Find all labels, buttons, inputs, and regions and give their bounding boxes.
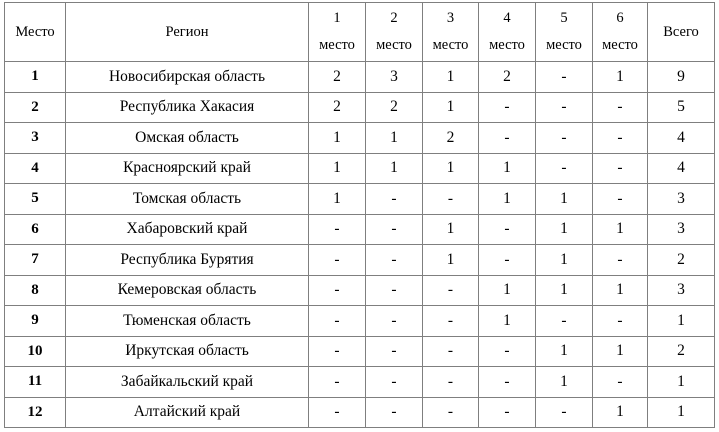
total-cell: 9 <box>648 62 715 93</box>
place-1-cell: - <box>309 397 366 428</box>
place-5-cell: - <box>536 62 593 93</box>
region-cell: Новосибирская область <box>66 62 309 93</box>
total-cell: 5 <box>648 92 715 123</box>
place-5-cell: - <box>536 306 593 337</box>
place-3-cell: - <box>423 397 479 428</box>
total-cell: 3 <box>648 275 715 306</box>
header-place-1 <box>309 3 366 62</box>
place-1-cell: - <box>309 245 366 276</box>
rank-cell: 12 <box>5 397 66 428</box>
place-1-cell: 2 <box>309 62 366 93</box>
table-body <box>5 62 715 428</box>
place-6-cell: - <box>593 184 648 215</box>
place-2-cell: - <box>366 214 423 245</box>
rank-cell: 10 <box>5 336 66 367</box>
region-cell: Кемеровская область <box>66 275 309 306</box>
place-3-cell: 2 <box>423 123 479 154</box>
place-1-cell: 2 <box>309 92 366 123</box>
table-row <box>5 367 715 398</box>
place-1-cell: - <box>309 306 366 337</box>
place-5-cell: 1 <box>536 275 593 306</box>
header-place-word: место <box>546 37 582 53</box>
place-2-cell: - <box>366 336 423 367</box>
place-2-cell: - <box>366 306 423 337</box>
place-5-cell: - <box>536 92 593 123</box>
header-place-number: 3 <box>446 10 455 26</box>
place-3-cell: 1 <box>423 153 479 184</box>
region-cell: Иркутская область <box>66 336 309 367</box>
table-row <box>5 306 715 337</box>
place-2-cell: 1 <box>366 123 423 154</box>
header-rank: Место <box>5 3 66 62</box>
place-6-cell: 1 <box>593 336 648 367</box>
table-row <box>5 62 715 93</box>
rank-cell: 7 <box>5 245 66 276</box>
place-3-cell: 1 <box>423 92 479 123</box>
total-cell: 1 <box>648 306 715 337</box>
place-5-cell: - <box>536 123 593 154</box>
place-2-cell: 1 <box>366 153 423 184</box>
place-5-cell: - <box>536 397 593 428</box>
standings-table <box>4 2 715 428</box>
place-6-cell: 1 <box>593 397 648 428</box>
place-6-cell: 1 <box>593 275 648 306</box>
place-1-cell: 1 <box>309 184 366 215</box>
region-cell: Республика Бурятия <box>66 245 309 276</box>
total-cell: 1 <box>648 397 715 428</box>
header-place-word: место <box>489 37 525 53</box>
table-row <box>5 92 715 123</box>
place-3-cell: - <box>423 306 479 337</box>
total-cell: 2 <box>648 245 715 276</box>
table-row <box>5 275 715 306</box>
place-1-cell: 1 <box>309 123 366 154</box>
place-3-cell: 1 <box>423 62 479 93</box>
place-5-cell: 1 <box>536 367 593 398</box>
header-total: Всего <box>648 3 715 62</box>
place-1-cell: 1 <box>309 153 366 184</box>
table-row <box>5 123 715 154</box>
header-place-word: место <box>319 37 355 53</box>
place-3-cell: - <box>423 275 479 306</box>
place-4-cell: 2 <box>479 62 536 93</box>
place-6-cell: - <box>593 367 648 398</box>
place-3-cell: 1 <box>423 245 479 276</box>
rank-cell: 5 <box>5 184 66 215</box>
place-6-cell: - <box>593 306 648 337</box>
total-cell: 3 <box>648 184 715 215</box>
header-place-word: место <box>376 37 412 53</box>
header-place-number: 2 <box>390 10 398 26</box>
place-5-cell: 1 <box>536 336 593 367</box>
place-2-cell: - <box>366 367 423 398</box>
place-2-cell: - <box>366 275 423 306</box>
place-6-cell: 1 <box>593 62 648 93</box>
region-cell: Хабаровский край <box>66 214 309 245</box>
header-row <box>5 3 715 62</box>
rank-cell: 6 <box>5 214 66 245</box>
place-5-cell: - <box>536 153 593 184</box>
place-2-cell: 2 <box>366 92 423 123</box>
place-3-cell: - <box>423 184 479 215</box>
rank-cell: 3 <box>5 123 66 154</box>
place-4-cell: - <box>479 336 536 367</box>
rank-cell: 8 <box>5 275 66 306</box>
region-cell: Тюменская область <box>66 306 309 337</box>
header-place-word: место <box>432 37 469 53</box>
region-cell: Алтайский край <box>66 397 309 428</box>
table-header <box>5 3 715 62</box>
place-6-cell: - <box>593 92 648 123</box>
place-1-cell: - <box>309 367 366 398</box>
header-place-3 <box>423 3 479 62</box>
place-1-cell: - <box>309 214 366 245</box>
region-cell: Забайкальский край <box>66 367 309 398</box>
place-2-cell: - <box>366 184 423 215</box>
table-row <box>5 245 715 276</box>
header-place-number: 1 <box>333 10 341 26</box>
place-3-cell: - <box>423 367 479 398</box>
region-cell: Томская область <box>66 184 309 215</box>
place-4-cell: 1 <box>479 275 536 306</box>
place-6-cell: - <box>593 123 648 154</box>
header-region: Регион <box>66 3 309 62</box>
place-4-cell: 1 <box>479 153 536 184</box>
total-cell: 1 <box>648 367 715 398</box>
place-4-cell: 1 <box>479 306 536 337</box>
place-4-cell: - <box>479 123 536 154</box>
header-place-number: 6 <box>616 10 624 26</box>
header-place-5 <box>536 3 593 62</box>
place-4-cell: - <box>479 397 536 428</box>
total-cell: 4 <box>648 153 715 184</box>
place-2-cell: - <box>366 245 423 276</box>
header-place-2 <box>366 3 423 62</box>
total-cell: 4 <box>648 123 715 154</box>
header-place-number: 5 <box>560 10 568 26</box>
place-1-cell: - <box>309 275 366 306</box>
table-row <box>5 184 715 215</box>
place-5-cell: 1 <box>536 245 593 276</box>
place-6-cell: 1 <box>593 214 648 245</box>
rank-cell: 11 <box>5 367 66 398</box>
region-cell: Красноярский край <box>66 153 309 184</box>
place-4-cell: 1 <box>479 184 536 215</box>
place-2-cell: - <box>366 397 423 428</box>
header-place-word: место <box>602 37 638 53</box>
place-1-cell: - <box>309 336 366 367</box>
place-4-cell: - <box>479 245 536 276</box>
table-row <box>5 214 715 245</box>
total-cell: 2 <box>648 336 715 367</box>
header-place-4 <box>479 3 536 62</box>
rank-cell: 4 <box>5 153 66 184</box>
place-2-cell: 3 <box>366 62 423 93</box>
total-cell: 3 <box>648 214 715 245</box>
place-6-cell: - <box>593 245 648 276</box>
place-3-cell: - <box>423 336 479 367</box>
rank-cell: 9 <box>5 306 66 337</box>
place-6-cell: - <box>593 153 648 184</box>
table-row <box>5 336 715 367</box>
region-cell: Омская область <box>66 123 309 154</box>
rank-cell: 1 <box>5 62 66 93</box>
header-place-6 <box>593 3 648 62</box>
table-row <box>5 397 715 428</box>
place-4-cell: - <box>479 214 536 245</box>
table-row <box>5 153 715 184</box>
place-5-cell: 1 <box>536 214 593 245</box>
place-3-cell: 1 <box>423 214 479 245</box>
region-cell: Республика Хакасия <box>66 92 309 123</box>
rank-cell: 2 <box>5 92 66 123</box>
place-5-cell: 1 <box>536 184 593 215</box>
header-place-number: 4 <box>503 10 511 26</box>
place-4-cell: - <box>479 92 536 123</box>
place-4-cell: - <box>479 367 536 398</box>
